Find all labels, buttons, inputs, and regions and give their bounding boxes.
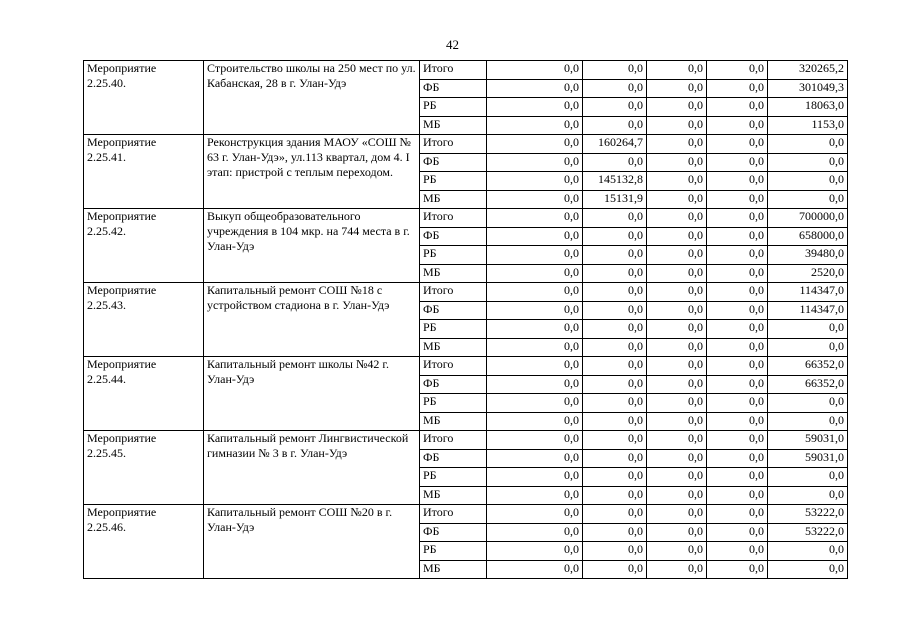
event-description-cell	[204, 135, 420, 209]
amount-cell: 0,0	[707, 153, 768, 172]
amount-cell: 0,0	[768, 394, 848, 413]
amount-cell: 0,0	[768, 190, 848, 209]
amount-cell: 145132,8	[583, 172, 647, 191]
amount-cell: 0,0	[647, 227, 707, 246]
amount-cell: 0,0	[487, 338, 583, 357]
amount-cell: 0,0	[768, 153, 848, 172]
amount-cell: 66352,0	[768, 375, 848, 394]
amount-cell: 0,0	[647, 153, 707, 172]
amount-cell: 0,0	[647, 560, 707, 579]
amount-cell: 0,0	[487, 301, 583, 320]
table-row	[84, 357, 848, 376]
amount-cell: 0,0	[707, 505, 768, 524]
amount-cell: 0,0	[647, 190, 707, 209]
amount-cell: 0,0	[707, 135, 768, 154]
event-code-cell	[84, 431, 204, 505]
amount-cell: 0,0	[647, 283, 707, 302]
event-description-cell	[204, 505, 420, 579]
amount-cell: 0,0	[583, 61, 647, 80]
amount-cell: 0,0	[707, 320, 768, 339]
amount-cell: 0,0	[768, 486, 848, 505]
amount-cell: 0,0	[487, 246, 583, 265]
amount-cell: 0,0	[707, 301, 768, 320]
amount-cell: 0,0	[707, 79, 768, 98]
amount-cell: 0,0	[707, 338, 768, 357]
table-row	[84, 135, 848, 154]
amount-cell: 0,0	[647, 357, 707, 376]
amount-cell: 0,0	[583, 79, 647, 98]
amount-cell: 0,0	[707, 227, 768, 246]
amount-cell: 0,0	[487, 135, 583, 154]
amount-cell: 0,0	[487, 412, 583, 431]
table-row	[84, 505, 848, 524]
amount-cell: 53222,0	[768, 523, 848, 542]
amount-cell: 0,0	[647, 320, 707, 339]
amount-cell: 0,0	[583, 209, 647, 228]
amount-cell: 0,0	[647, 431, 707, 450]
amount-cell: 160264,7	[583, 135, 647, 154]
amount-cell: 0,0	[487, 431, 583, 450]
budget-table-body	[84, 61, 848, 579]
event-description-cell	[204, 61, 420, 135]
amount-cell: 0,0	[768, 172, 848, 191]
amount-cell: 0,0	[707, 283, 768, 302]
event-code-cell	[84, 135, 204, 209]
funding-source: МБ	[420, 116, 487, 135]
funding-source: РБ	[420, 246, 487, 265]
funding-source: МБ	[420, 190, 487, 209]
amount-cell: 114347,0	[768, 301, 848, 320]
funding-source: ФБ	[420, 227, 487, 246]
amount-cell: 0,0	[647, 338, 707, 357]
amount-cell: 0,0	[707, 116, 768, 135]
amount-cell: 0,0	[583, 320, 647, 339]
amount-cell: 0,0	[487, 523, 583, 542]
funding-source: Итого	[420, 209, 487, 228]
amount-cell: 0,0	[583, 431, 647, 450]
amount-cell: 0,0	[707, 523, 768, 542]
amount-cell: 0,0	[707, 264, 768, 283]
amount-cell: 0,0	[487, 172, 583, 191]
amount-cell: 0,0	[707, 542, 768, 561]
amount-cell: 0,0	[707, 61, 768, 80]
amount-cell: 0,0	[768, 542, 848, 561]
amount-cell: 0,0	[583, 375, 647, 394]
amount-cell: 0,0	[487, 190, 583, 209]
budget-table	[83, 60, 848, 579]
event-code-cell	[84, 61, 204, 135]
table-row	[84, 283, 848, 302]
amount-cell: 0,0	[647, 135, 707, 154]
amount-cell: 0,0	[768, 468, 848, 487]
amount-cell: 0,0	[707, 190, 768, 209]
amount-cell: 0,0	[647, 172, 707, 191]
amount-cell: 0,0	[487, 61, 583, 80]
amount-cell: 0,0	[583, 227, 647, 246]
amount-cell: 0,0	[583, 560, 647, 579]
table-row	[84, 431, 848, 450]
amount-cell: 0,0	[487, 505, 583, 524]
event-code-cell	[84, 283, 204, 357]
funding-source: МБ	[420, 486, 487, 505]
amount-cell: 59031,0	[768, 449, 848, 468]
event-description: Выкуп общеобразовательного учреждения в 104 мкр. на 744 места в г. Улан-Удэ	[207, 209, 410, 253]
amount-cell: 0,0	[487, 320, 583, 339]
amount-cell: 66352,0	[768, 357, 848, 376]
amount-cell: 0,0	[583, 468, 647, 487]
amount-cell: 0,0	[647, 375, 707, 394]
funding-source: РБ	[420, 394, 487, 413]
amount-cell: 0,0	[707, 246, 768, 265]
amount-cell: 0,0	[583, 486, 647, 505]
amount-cell: 0,0	[487, 542, 583, 561]
amount-cell: 0,0	[647, 116, 707, 135]
amount-cell: 114347,0	[768, 283, 848, 302]
amount-cell: 301049,3	[768, 79, 848, 98]
amount-cell: 0,0	[707, 357, 768, 376]
amount-cell: 0,0	[487, 560, 583, 579]
amount-cell: 0,0	[583, 264, 647, 283]
amount-cell: 2520,0	[768, 264, 848, 283]
funding-source: РБ	[420, 98, 487, 117]
amount-cell: 0,0	[707, 468, 768, 487]
event-description: Строительство школы на 250 мест по ул. Кабанская, 28 в г. Улан-Удэ	[207, 61, 416, 90]
amount-cell: 0,0	[647, 246, 707, 265]
amount-cell: 0,0	[647, 301, 707, 320]
amount-cell: 0,0	[487, 486, 583, 505]
amount-cell: 0,0	[707, 98, 768, 117]
amount-cell: 0,0	[707, 431, 768, 450]
event-description-cell	[204, 209, 420, 283]
amount-cell: 0,0	[768, 338, 848, 357]
amount-cell: 0,0	[768, 412, 848, 431]
amount-cell: 0,0	[647, 98, 707, 117]
amount-cell: 0,0	[647, 264, 707, 283]
amount-cell: 0,0	[487, 468, 583, 487]
funding-source: РБ	[420, 320, 487, 339]
amount-cell: 0,0	[487, 375, 583, 394]
amount-cell: 0,0	[487, 357, 583, 376]
amount-cell: 0,0	[583, 301, 647, 320]
event-code: Мероприятие 2.25.41.	[87, 135, 157, 164]
amount-cell: 0,0	[487, 283, 583, 302]
event-code-cell	[84, 505, 204, 579]
amount-cell: 0,0	[647, 61, 707, 80]
amount-cell: 320265,2	[768, 61, 848, 80]
event-description: Капитальный ремонт Лингвистической гимназии № 3 в г. Улан-Удэ	[207, 431, 409, 460]
funding-source: ФБ	[420, 523, 487, 542]
amount-cell: 0,0	[487, 227, 583, 246]
funding-source: Итого	[420, 505, 487, 524]
event-code: Мероприятие 2.25.45.	[87, 431, 157, 460]
event-code: Мероприятие 2.25.44.	[87, 357, 157, 386]
event-description: Капитальный ремонт СОШ №20 в г. Улан-Удэ	[207, 505, 393, 534]
amount-cell: 15131,9	[583, 190, 647, 209]
amount-cell: 0,0	[583, 394, 647, 413]
amount-cell: 700000,0	[768, 209, 848, 228]
amount-cell: 0,0	[583, 98, 647, 117]
event-code: Мероприятие 2.25.46.	[87, 505, 157, 534]
amount-cell: 0,0	[768, 320, 848, 339]
amount-cell: 0,0	[583, 505, 647, 524]
funding-source: Итого	[420, 135, 487, 154]
amount-cell: 0,0	[647, 412, 707, 431]
event-code: Мероприятие 2.25.43.	[87, 283, 157, 312]
funding-source: ФБ	[420, 153, 487, 172]
amount-cell: 0,0	[707, 375, 768, 394]
amount-cell: 1153,0	[768, 116, 848, 135]
amount-cell: 0,0	[707, 449, 768, 468]
page-number: 42	[446, 37, 459, 52]
amount-cell: 0,0	[487, 116, 583, 135]
amount-cell: 0,0	[647, 209, 707, 228]
amount-cell: 0,0	[583, 246, 647, 265]
amount-cell: 0,0	[487, 153, 583, 172]
amount-cell: 0,0	[707, 209, 768, 228]
amount-cell: 0,0	[583, 542, 647, 561]
amount-cell: 0,0	[487, 79, 583, 98]
event-description: Капитальный ремонт СОШ №18 с устройством стадиона в г. Улан-Удэ	[207, 283, 390, 312]
funding-source: МБ	[420, 412, 487, 431]
amount-cell: 0,0	[583, 338, 647, 357]
amount-cell: 0,0	[487, 449, 583, 468]
funding-source: ФБ	[420, 79, 487, 98]
amount-cell: 18063,0	[768, 98, 848, 117]
amount-cell: 0,0	[487, 264, 583, 283]
amount-cell: 0,0	[583, 449, 647, 468]
amount-cell: 0,0	[583, 153, 647, 172]
amount-cell: 0,0	[647, 505, 707, 524]
amount-cell: 59031,0	[768, 431, 848, 450]
amount-cell: 0,0	[583, 283, 647, 302]
funding-source: ФБ	[420, 449, 487, 468]
event-description-cell	[204, 357, 420, 431]
amount-cell: 53222,0	[768, 505, 848, 524]
funding-source: ФБ	[420, 375, 487, 394]
amount-cell: 0,0	[647, 449, 707, 468]
funding-source: РБ	[420, 542, 487, 561]
funding-source: Итого	[420, 283, 487, 302]
amount-cell: 0,0	[768, 135, 848, 154]
funding-source: МБ	[420, 560, 487, 579]
funding-source: ФБ	[420, 301, 487, 320]
funding-source: МБ	[420, 264, 487, 283]
amount-cell: 658000,0	[768, 227, 848, 246]
event-description-cell	[204, 431, 420, 505]
event-description-cell	[204, 283, 420, 357]
event-description: Капитальный ремонт школы №42 г. Улан-Удэ	[207, 357, 390, 386]
funding-source: Итого	[420, 357, 487, 376]
table-row	[84, 209, 848, 228]
amount-cell: 0,0	[487, 209, 583, 228]
event-code: Мероприятие 2.25.40.	[87, 61, 157, 90]
amount-cell: 0,0	[583, 116, 647, 135]
amount-cell: 0,0	[583, 357, 647, 376]
amount-cell: 0,0	[707, 412, 768, 431]
funding-source: РБ	[420, 468, 487, 487]
amount-cell: 0,0	[647, 542, 707, 561]
amount-cell: 0,0	[647, 394, 707, 413]
table-row	[84, 61, 848, 80]
amount-cell: 0,0	[647, 468, 707, 487]
amount-cell: 0,0	[583, 523, 647, 542]
event-code-cell	[84, 209, 204, 283]
event-code: Мероприятие 2.25.42.	[87, 209, 157, 238]
funding-source: МБ	[420, 338, 487, 357]
amount-cell: 39480,0	[768, 246, 848, 265]
funding-source: Итого	[420, 61, 487, 80]
amount-cell: 0,0	[647, 523, 707, 542]
amount-cell: 0,0	[583, 412, 647, 431]
amount-cell: 0,0	[647, 486, 707, 505]
amount-cell: 0,0	[487, 394, 583, 413]
funding-source: Итого	[420, 431, 487, 450]
amount-cell: 0,0	[707, 394, 768, 413]
event-description: Реконструкция здания МАОУ «СОШ № 63 г. Улан-Удэ», ул.113 квартал, дом 4. I этап: пристрой с теплым переходом.	[207, 135, 412, 179]
funding-source: РБ	[420, 172, 487, 191]
amount-cell: 0,0	[768, 560, 848, 579]
amount-cell: 0,0	[707, 172, 768, 191]
amount-cell: 0,0	[647, 79, 707, 98]
amount-cell: 0,0	[707, 486, 768, 505]
amount-cell: 0,0	[707, 560, 768, 579]
event-code-cell	[84, 357, 204, 431]
amount-cell: 0,0	[487, 98, 583, 117]
